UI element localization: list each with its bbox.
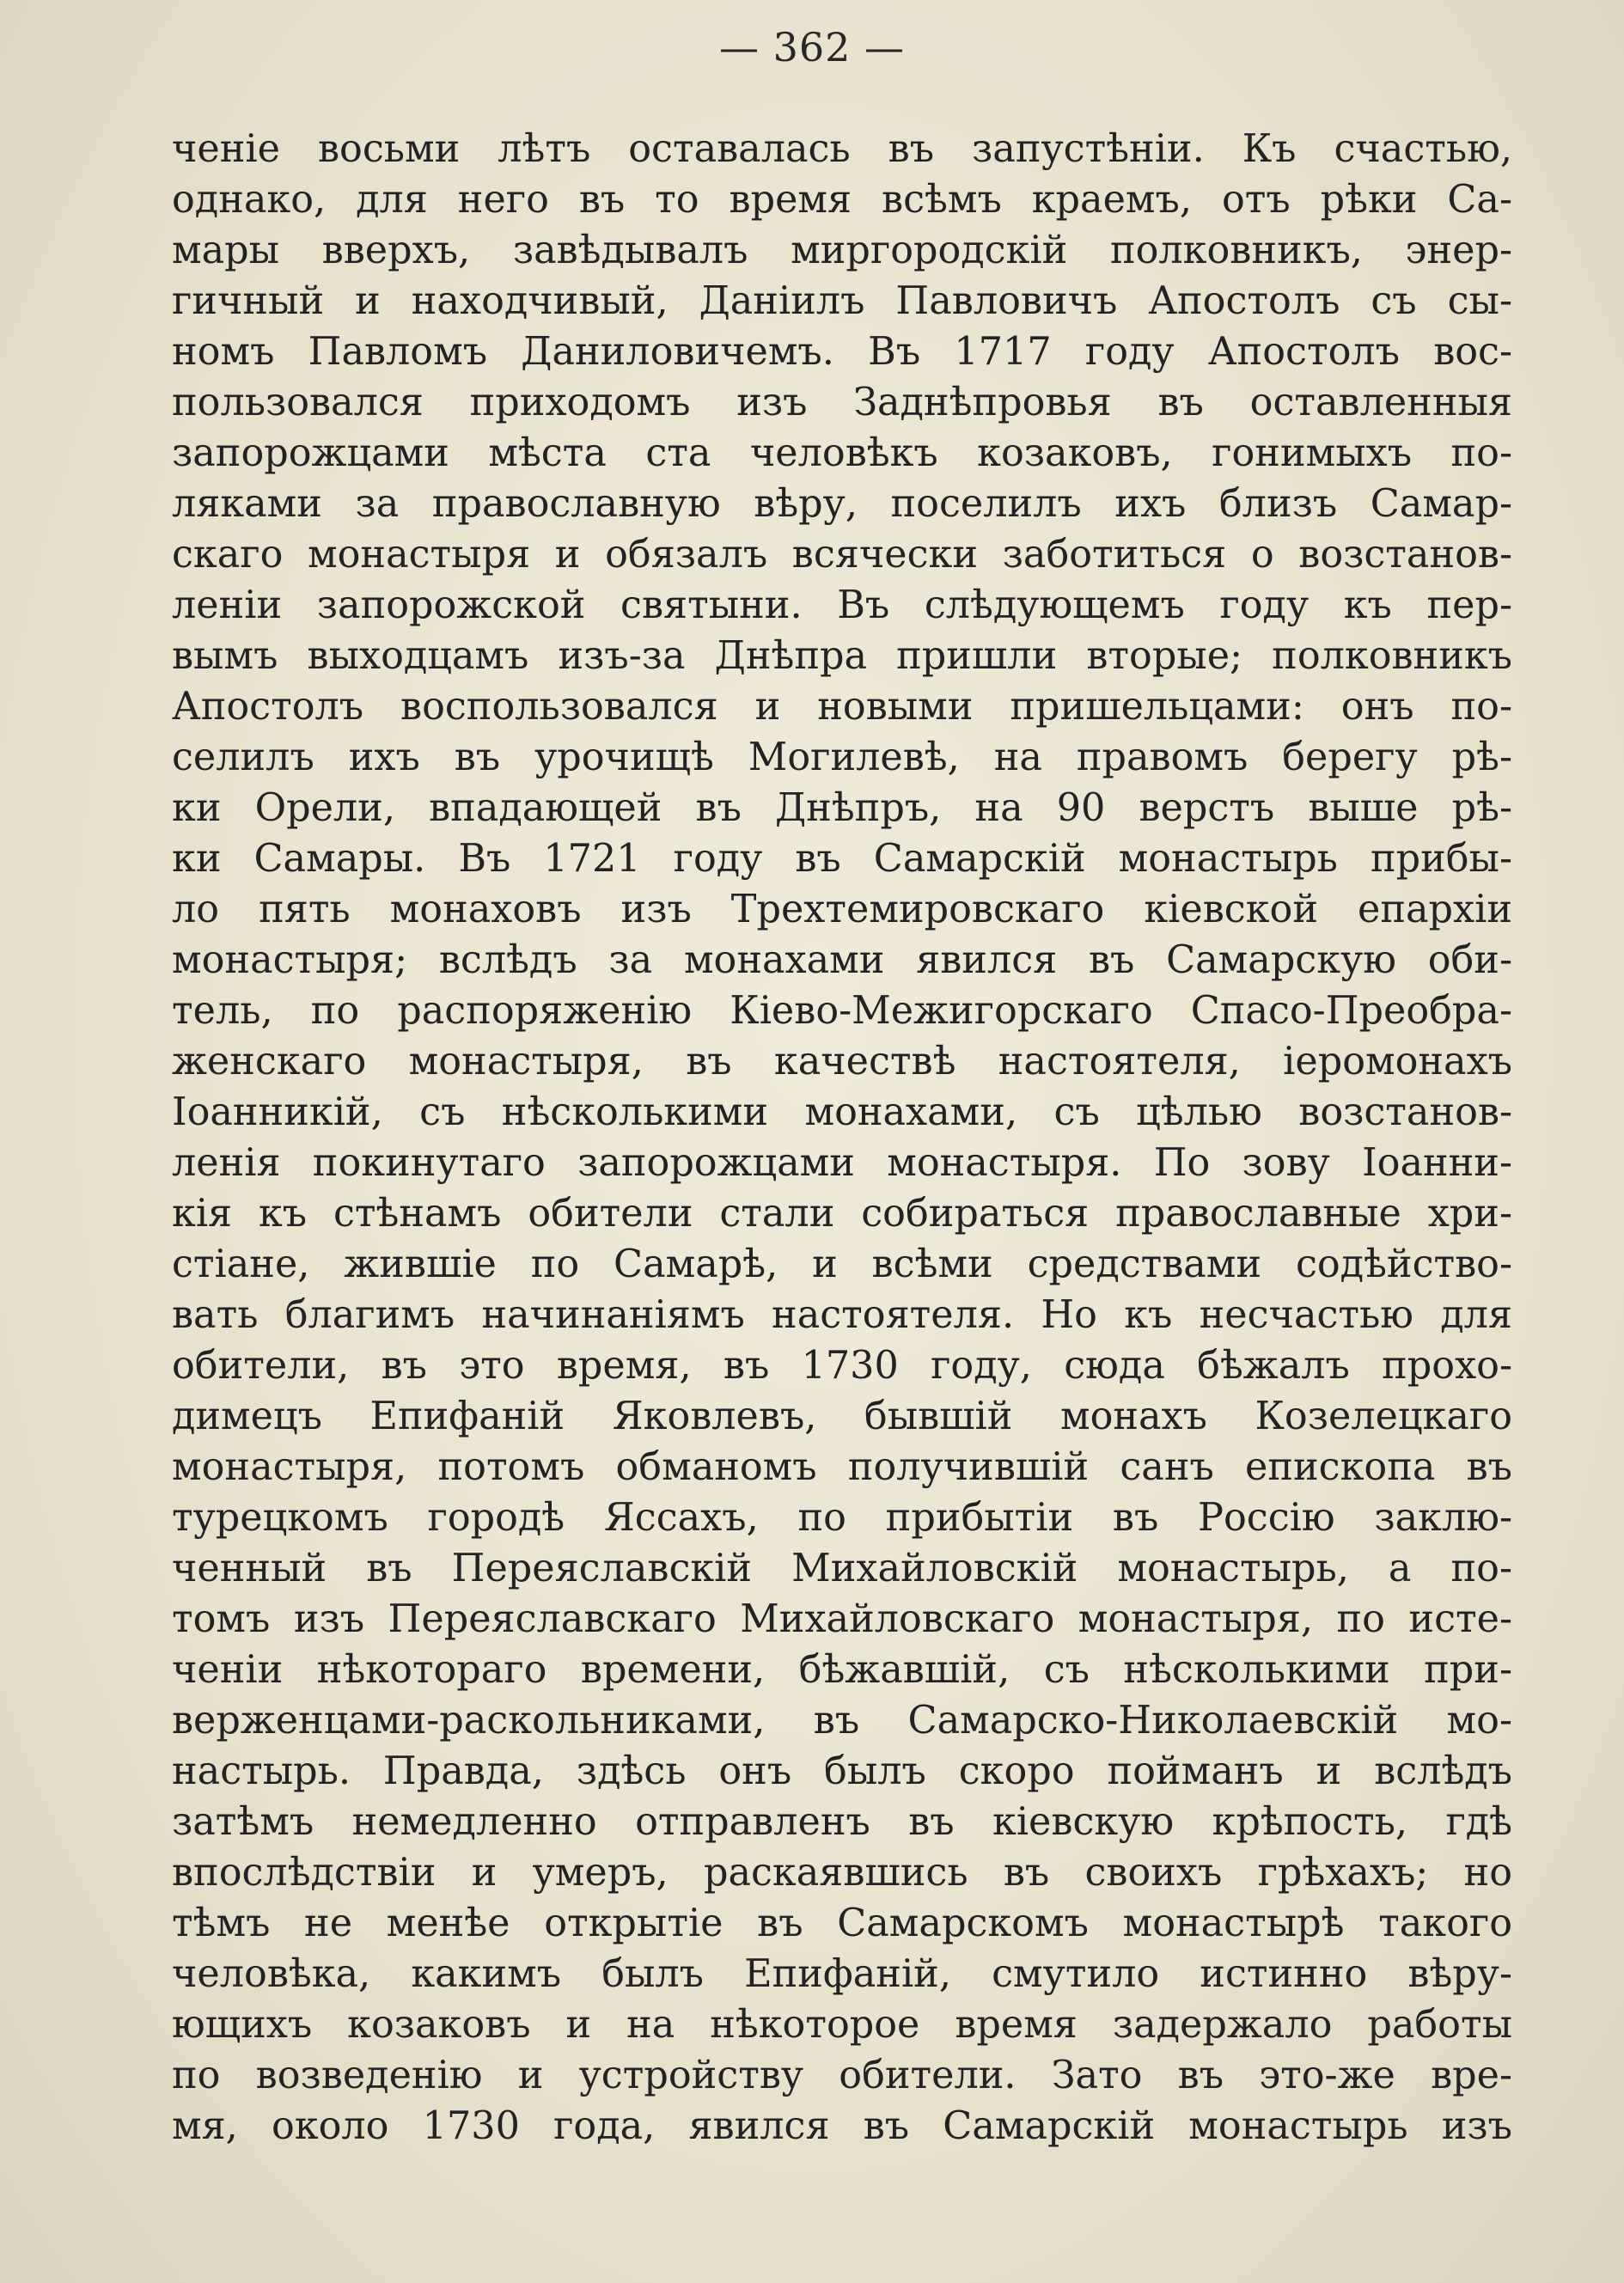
body-text	[172, 124, 1512, 2152]
text-line: впослѣдствіи и умеръ, раскаявшись въ своихъ грѣхахъ; но	[172, 1851, 1512, 1895]
text-line: вымъ выходцамъ изъ-за Днѣпра пришли вторые; полковникъ	[172, 634, 1512, 678]
text-line: мя, около 1730 года, явился въ Самарскій монастырь изъ	[172, 2104, 1512, 2148]
text-line: томъ изъ Переяславскаго Михайловскаго монастыря, по исте-	[172, 1597, 1512, 1641]
text-line: Іоанникій, съ нѣсколькими монахами, съ цѣлью возстанов-	[172, 1090, 1512, 1134]
text-line: настырь. Правда, здѣсь онъ былъ скоро пойманъ и вслѣдъ	[172, 1749, 1512, 1793]
text-line: гичный и находчивый, Даніилъ Павловичъ Апостолъ съ сы-	[172, 279, 1512, 323]
text-line: ло пять монаховъ изъ Трехтемировскаго кіевской епархіи	[172, 888, 1512, 931]
text-line: пользовался приходомъ изъ Заднѣпровья въ оставленныя	[172, 381, 1512, 424]
text-line: монастыря, потомъ обманомъ получившій санъ епископа въ	[172, 1445, 1512, 1489]
text-line: ляками за православную вѣру, поселилъ ихъ близъ Самар-	[172, 482, 1512, 526]
text-line: селилъ ихъ въ урочищѣ Могилевѣ, на правомъ берегу рѣ-	[172, 736, 1512, 779]
text-line: монастыря; вслѣдъ за монахами явился въ Самарскую оби-	[172, 938, 1512, 982]
text-line: человѣка, какимъ былъ Епифаній, смутило истинно вѣру-	[172, 1952, 1512, 1996]
text-line: ки Орели, впадающей въ Днѣпръ, на 90 верстъ выше рѣ-	[172, 786, 1512, 830]
text-line: ки Самары. Въ 1721 году въ Самарскій монастырь прибы-	[172, 837, 1512, 881]
text-line: вать благимъ начинаніямъ настоятеля. Но къ несчастью для	[172, 1293, 1512, 1337]
text-line: мары вверхъ, завѣдывалъ миргородскій полковникъ, энер-	[172, 229, 1512, 272]
text-line: ченіе восьми лѣтъ оставалась въ запустѣніи. Къ счастью,	[172, 127, 1512, 171]
text-line: ченный въ Переяславскій Михайловскій монастырь, а по-	[172, 1547, 1512, 1590]
text-line: тель, по распоряженію Кіево-Межигорскаго Спасо-Преобра-	[172, 989, 1512, 1033]
page-number: — 362 —	[718, 24, 906, 70]
text-line: верженцами-раскольниками, въ Самарско-Николаевскій мо-	[172, 1699, 1512, 1743]
text-line: затѣмъ немедленно отправленъ въ кіевскую крѣпость, гдѣ	[172, 1800, 1512, 1844]
text-line: турецкомъ городѣ Яссахъ, по прибытіи въ Россію заклю-	[172, 1496, 1512, 1540]
text-line: ченіи нѣкотораго времени, бѣжавшій, съ нѣсколькими при-	[172, 1648, 1512, 1692]
text-line: однако, для него въ то время всѣмъ краемъ, отъ рѣки Са-	[172, 178, 1512, 222]
text-line: тѣмъ не менѣе открытіе въ Самарскомъ монастырѣ такого	[172, 1901, 1512, 1945]
text-line: ющихъ козаковъ и на нѣкоторое время задержало работы	[172, 2003, 1512, 2047]
text-line: леніи запорожской святыни. Въ слѣдующемъ году къ пер-	[172, 583, 1512, 627]
text-line: ленія покинутаго запорожцами монастыря. По зову Іоанни-	[172, 1141, 1512, 1185]
text-line: по возведенію и устройству обители. Зато въ это-же вре-	[172, 2054, 1512, 2097]
text-line: Апостолъ воспользовался и новыми пришельцами: онъ по-	[172, 685, 1512, 729]
text-line: обители, въ это время, въ 1730 году, сюда бѣжалъ прохо-	[172, 1344, 1512, 1388]
text-line: кія къ стѣнамъ обители стали собираться православные хри-	[172, 1192, 1512, 1236]
text-line: стіане, жившіе по Самарѣ, и всѣми средствами содѣйство-	[172, 1242, 1512, 1286]
text-line: скаго монастыря и обязалъ всячески заботиться о возстанов-	[172, 533, 1512, 577]
text-line: запорожцами мѣста ста человѣкъ козаковъ, гонимыхъ по-	[172, 431, 1512, 475]
text-line: димецъ Епифаній Яковлевъ, бывшій монахъ Козелецкаго	[172, 1395, 1512, 1438]
text-line: женскаго монастыря, въ качествѣ настоятеля, іеромонахъ	[172, 1040, 1512, 1084]
text-line: номъ Павломъ Даниловичемъ. Въ 1717 году Апостолъ вос-	[172, 330, 1512, 374]
